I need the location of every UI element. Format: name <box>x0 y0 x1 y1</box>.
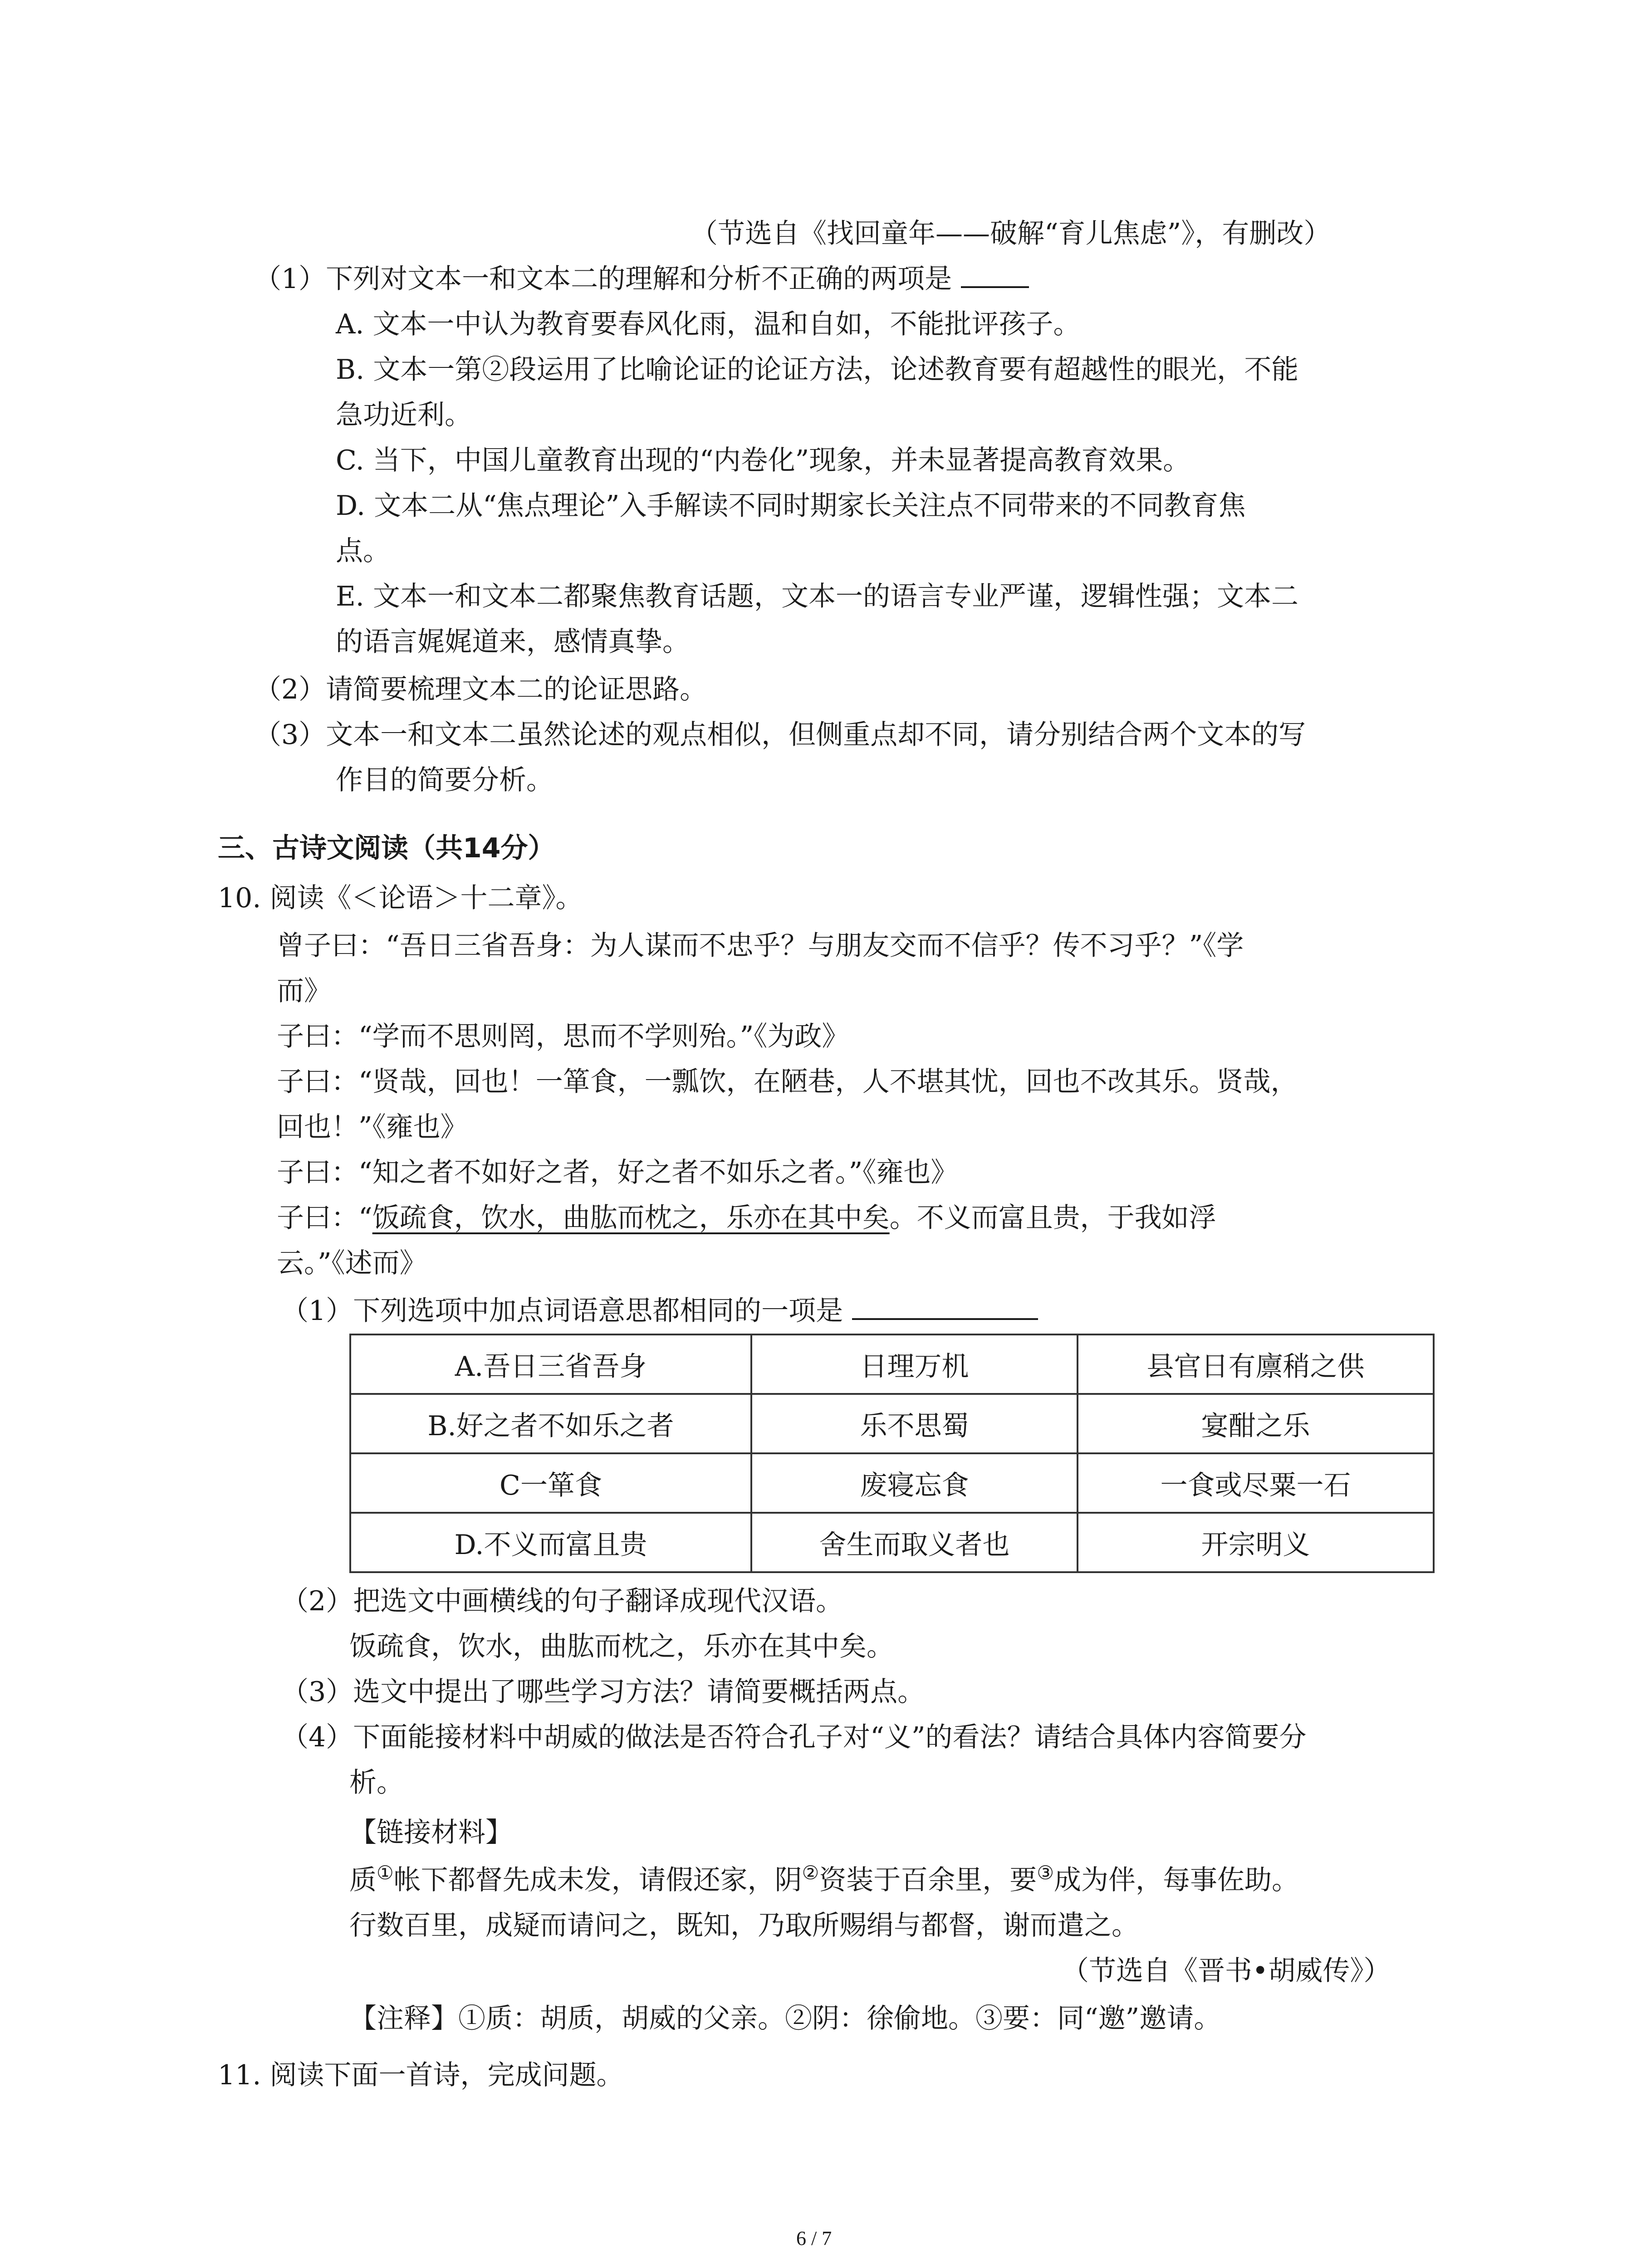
lunyu-line: 子曰：“饭疏食，饮水，曲肱而枕之，乐亦在其中矣。不义而富且贵，于我如浮 <box>277 1202 1216 1234</box>
annotation-note: 【注释】①质：胡质，胡威的父亲。②阴：徐偷地。③要：同“邀”邀请。 <box>349 2003 1221 2034</box>
table-row <box>350 1453 1434 1513</box>
table-cell: 一食或尽粟一石 <box>1078 1453 1434 1513</box>
option-d-line1: D. 文本二从“焦点理论”入手解读不同时期家长关注点不同带来的不同教育焦 <box>336 490 1246 522</box>
option-d-line2: 点。 <box>336 535 390 567</box>
table-cell: 舍生而取义者也 <box>751 1513 1078 1572</box>
q10-sub4-line2: 析。 <box>349 1767 404 1799</box>
options-table <box>349 1334 1435 1573</box>
footnote-marker: ① <box>377 1862 394 1884</box>
link-material-title: 【链接材料】 <box>349 1817 513 1848</box>
footnote-marker: ② <box>802 1862 819 1884</box>
option-c: C. 当下，中国儿童教育出现的“内卷化”现象，并未显著提高教育效果。 <box>336 445 1190 476</box>
lunyu-line: 云。”《述而》 <box>277 1247 427 1279</box>
source-note: （节选自《找回童年——破解“育儿焦虑”》，有删改） <box>691 218 1331 249</box>
option-a: A. 文本一中认为教育要春风化雨，温和自如，不能批评孩子。 <box>336 308 1081 340</box>
table-cell: C一箪食 <box>350 1453 751 1513</box>
table-row <box>350 1513 1434 1572</box>
table-cell: 宴酣之乐 <box>1078 1394 1434 1453</box>
material-line: 行数百里，成疑而请问之，既知，乃取所赐绢与都督，谢而遣之。 <box>349 1910 1139 1941</box>
lunyu-line: 而》 <box>277 975 331 1007</box>
lunyu-line: 子曰：“学而不思则罔，思而不学则殆。”《为政》 <box>277 1021 849 1052</box>
table-cell: B.好之者不如乐之者 <box>350 1394 751 1453</box>
material-line: 质①帐下都督先成未发，请假还家，阴②资装于百余里，要③成为伴，每事佐助。 <box>349 1862 1299 1896</box>
lunyu-line: 回也！”《雍也》 <box>277 1111 468 1143</box>
q10-sub3: （3）选文中提出了哪些学习方法？请简要概括两点。 <box>281 1676 925 1708</box>
option-b-line2: 急功近利。 <box>336 399 472 431</box>
table-row <box>350 1334 1434 1394</box>
q9-sub2: （2）请简要梳理文本二的论证思路。 <box>254 674 707 705</box>
table-cell: A.吾日三省吾身 <box>350 1334 751 1394</box>
table-cell: D.不义而富且贵 <box>350 1513 751 1572</box>
lunyu-line: 曾子曰：“吾日三省吾身：为人谋而不忠乎？与朋友交而不信乎？传不习乎？”《学 <box>277 930 1244 962</box>
table-cell: 废寝忘食 <box>751 1453 1078 1513</box>
lunyu-line: 子曰：“贤哉，回也！一箪食，一瓢饮，在陋巷，人不堪其忧，回也不改其乐。贤哉， <box>277 1066 1298 1098</box>
q10-sub2-sentence: 饭疏食，饮水，曲肱而枕之，乐亦在其中矣。 <box>349 1631 894 1662</box>
table-cell: 乐不思蜀 <box>751 1394 1078 1453</box>
underlined-sentence: 饭疏食，饮水，曲肱而枕之，乐亦在其中矣 <box>372 1202 890 1234</box>
q9-sub3-line2: 作目的简要分析。 <box>336 764 554 796</box>
option-e-line1: E. 文本一和文本二都聚焦教育话题，文本一的语言专业严谨，逻辑性强；文本二 <box>336 581 1298 612</box>
q9-sub3-line1: （3）文本一和文本二虽然论述的观点相似，但侧重点却不同，请分别结合两个文本的写 <box>254 719 1306 751</box>
q10-sub2: （2）把选文中画横线的句子翻译成现代汉语。 <box>281 1585 843 1617</box>
q10-sub4-line1: （4）下面能接材料中胡威的做法是否符合孔子对“义”的看法？请结合具体内容简要分 <box>281 1721 1307 1753</box>
page-number: 6 / 7 <box>796 2227 832 2249</box>
q11-title: 11. 阅读下面一首诗，完成问题。 <box>218 2059 624 2091</box>
option-b-line1: B. 文本一第②段运用了比喻论证的论证方法，论述教育要有超越性的眼光，不能 <box>336 354 1299 386</box>
q10-title: 10. 阅读《＜论语＞十二章》。 <box>218 882 583 914</box>
lunyu-line: 子曰：“知之者不如好之者，好之者不如乐之者。”《雍也》 <box>277 1157 958 1188</box>
table-cell: 日理万机 <box>751 1334 1078 1394</box>
section-heading: 三、古诗文阅读（共14分） <box>218 832 555 864</box>
q9-sub1: （1）下列对文本一和文本二的理解和分析不正确的两项是 <box>254 261 1029 297</box>
q10-sub1: （1）下列选项中加点词语意思都相同的一项是 <box>281 1293 1038 1329</box>
answer-blank[interactable] <box>961 282 1029 288</box>
table-row <box>350 1394 1434 1453</box>
footnote-marker: ③ <box>1037 1862 1054 1884</box>
table-cell: 县官日有廪稍之供 <box>1078 1334 1434 1394</box>
option-e-line2: 的语言娓娓道来，感情真挚。 <box>336 626 690 658</box>
answer-blank[interactable] <box>852 1314 1038 1320</box>
material-source: （节选自《晋书•胡威传》） <box>1062 1955 1391 1987</box>
table-cell: 开宗明义 <box>1078 1513 1434 1572</box>
